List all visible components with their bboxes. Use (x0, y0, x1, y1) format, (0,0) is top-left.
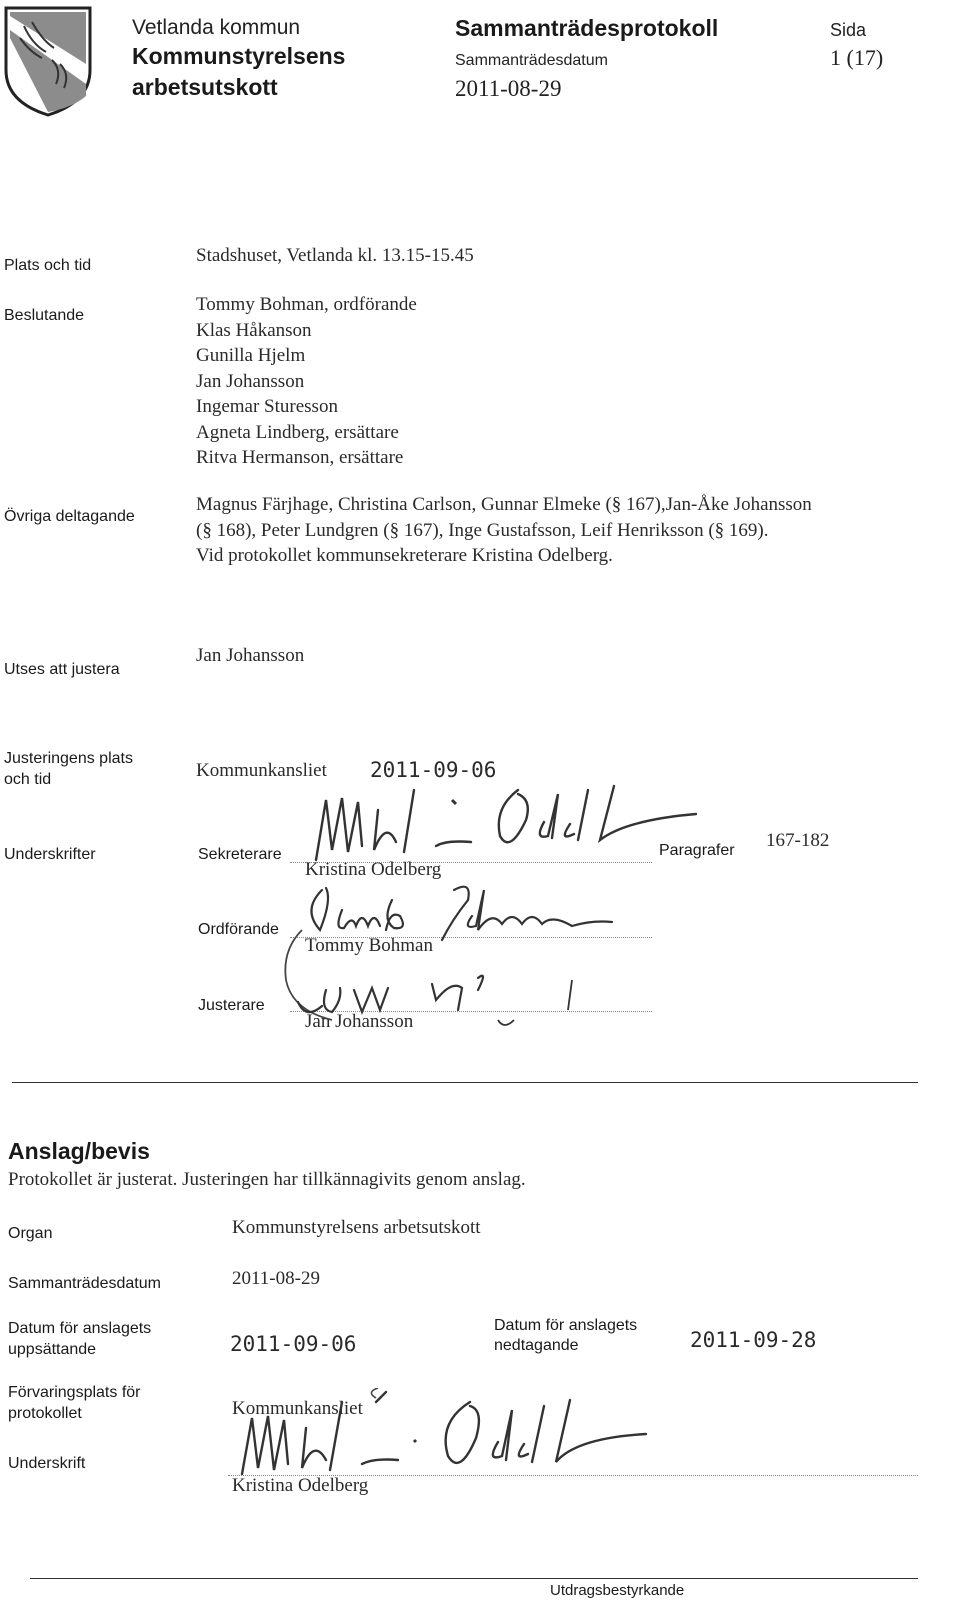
committee-name-line-1: Kommunstyrelsens (132, 43, 346, 69)
coat-of-arms-icon (2, 4, 94, 118)
list-item: Vid protokollet kommunsekreterare Kristina Odelberg. (196, 545, 613, 566)
place-time-label: Plats och tid (4, 257, 92, 274)
justifier-label: Justerare (198, 997, 265, 1014)
paragraphs-value: 167-182 (766, 830, 830, 851)
page-label: Sida (830, 20, 867, 40)
paragraphs-label: Paragrafer (659, 842, 735, 859)
storage-label-1: Förvaringsplats för (8, 1384, 141, 1401)
chair-name: Tommy Bohman (305, 935, 433, 956)
posting-date-label-1: Datum för anslagets (8, 1320, 152, 1337)
organ-label: Organ (8, 1225, 53, 1242)
notice-signature-name: Kristina Odelberg (232, 1475, 369, 1496)
chair-handwritten-signature (282, 870, 642, 1030)
adjustment-date: 2011-09-06 (370, 758, 497, 782)
other-participants-label: Övriga deltagande (4, 508, 135, 525)
removal-date-label-1: Datum för anslagets (494, 1317, 638, 1334)
footer-divider (30, 1578, 918, 1579)
deciding-members-label: Beslutande (4, 307, 85, 324)
organ-value: Kommunstyrelsens arbetsutskott (232, 1217, 481, 1238)
list-item: Tommy Bohman, ordförande (196, 294, 417, 315)
list-item: Gunilla Hjelm (196, 345, 306, 366)
meeting-date-label: Sammanträdesdatum (455, 52, 608, 69)
list-item: Agneta Lindberg, ersättare (196, 421, 399, 443)
list-item: Klas Håkanson (196, 319, 312, 341)
adjuster-label: Utses att justera (4, 661, 120, 678)
notice-statement: Protokollet är justerat. Justeringen har tillkännagivits genom anslag. (8, 1169, 526, 1190)
deciding-members-list (196, 292, 417, 471)
other-participants-list (196, 492, 812, 569)
document-title: Sammanträdesprotokoll (455, 15, 719, 41)
notice-meeting-date-value: 2011-08-29 (232, 1268, 320, 1289)
adjustment-place-label-1: Justeringens plats (4, 750, 133, 767)
storage-value: Kommunkansliet (232, 1398, 363, 1419)
secretary-name: Kristina Odelberg (305, 859, 442, 880)
posting-date-value: 2011-09-06 (230, 1332, 357, 1356)
chair-label: Ordförande (198, 921, 279, 938)
secretary-handwritten-signature (296, 780, 716, 870)
municipality-name: Vetlanda kommun (132, 16, 301, 39)
signatures-label: Underskrifter (4, 846, 96, 863)
storage-label-2: protokollet (8, 1405, 82, 1422)
list-item: (§ 168), Peter Lundgren (§ 167), Inge Gustafsson, Leif Henriksson (§ 169). (196, 519, 769, 541)
notice-heading: Anslag/bevis (8, 1138, 150, 1164)
meeting-date: 2011-08-29 (455, 76, 562, 101)
signature-label: Underskrift (8, 1455, 86, 1472)
notice-meeting-date-label: Sammanträdesdatum (8, 1275, 161, 1292)
removal-date-value: 2011-09-28 (690, 1328, 817, 1352)
secretary-label: Sekreterare (198, 846, 282, 863)
notice-handwritten-signature (226, 1388, 686, 1488)
list-item: Jan Johansson (196, 370, 305, 392)
justifier-name: Jan Johansson (305, 1011, 414, 1032)
adjustment-place-label-2: och tid (4, 771, 52, 788)
posting-date-label-2: uppsättande (8, 1341, 97, 1358)
removal-date-label-2: nedtagande (494, 1337, 579, 1354)
certification-label: Utdragsbestyrkande (550, 1582, 685, 1599)
adjustment-place-value: Kommunkansliet (196, 760, 327, 781)
adjuster-value: Jan Johansson (196, 645, 305, 666)
list-item: Magnus Färjhage, Christina Carlson, Gunnar Elmeke (§ 167),Jan-Åke Johansson (196, 494, 812, 515)
page-number: 1 (17) (830, 45, 884, 70)
section-divider (12, 1082, 918, 1083)
list-item: Ritva Hermanson, ersättare (196, 447, 404, 468)
committee-name-line-2: arbetsutskott (132, 74, 278, 100)
place-time-value: Stadshuset, Vetlanda kl. 13.15-15.45 (196, 245, 474, 266)
list-item: Ingemar Sturesson (196, 396, 338, 417)
